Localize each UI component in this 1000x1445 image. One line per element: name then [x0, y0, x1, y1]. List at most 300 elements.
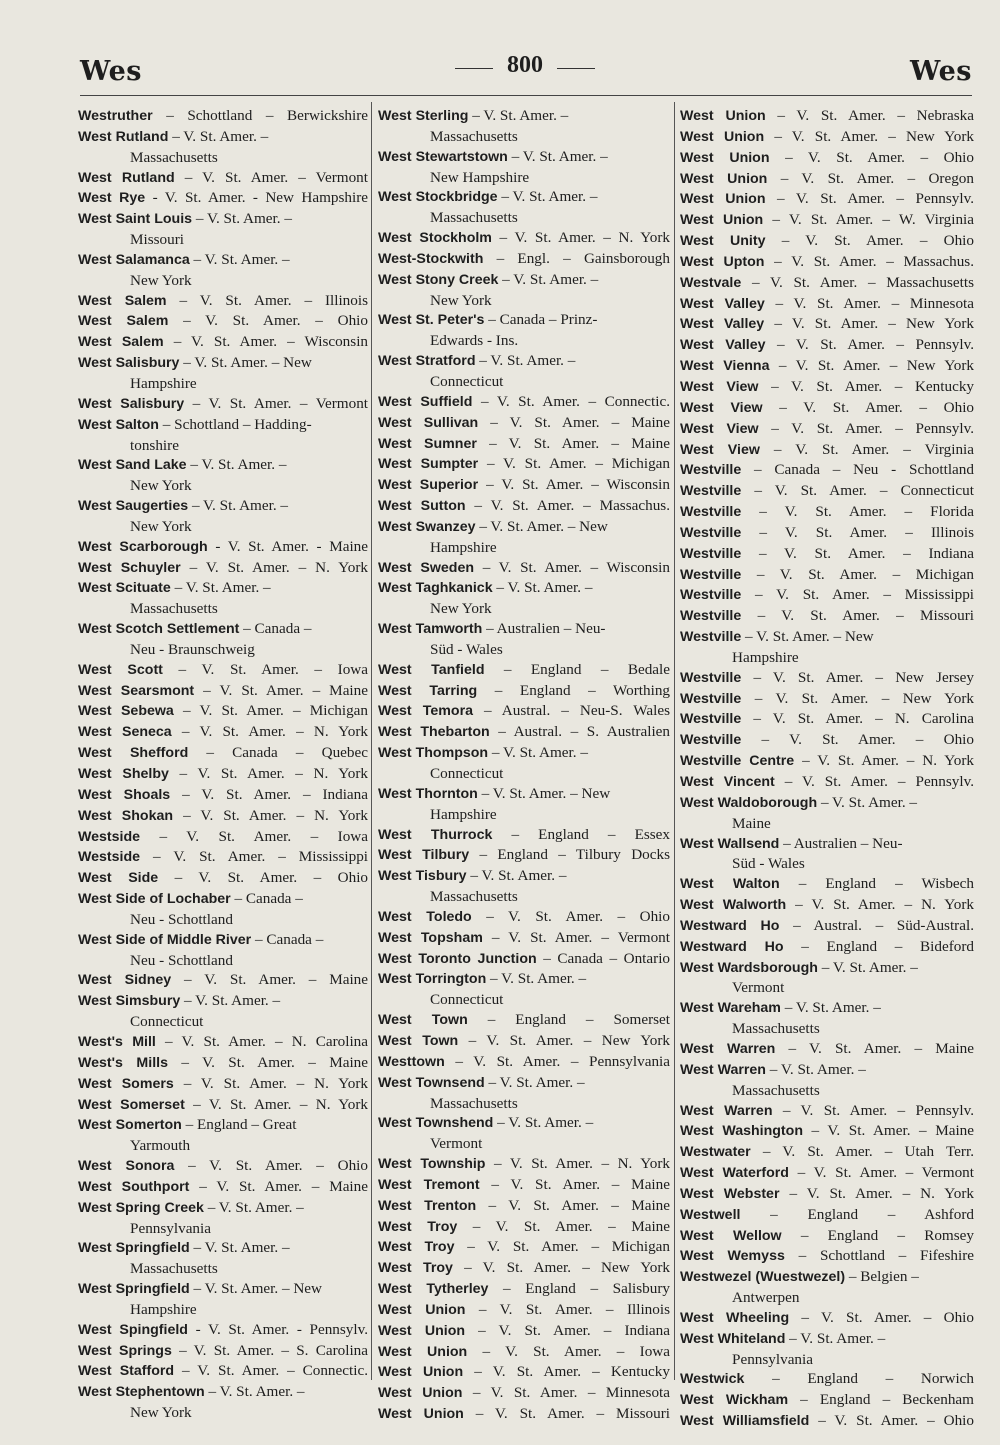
entry-line	[378, 1175, 670, 1196]
place-description: – England – Worthing	[494, 681, 671, 699]
entry-line	[78, 619, 368, 640]
place-name: West Saugerties	[78, 498, 189, 515]
entry-line	[680, 106, 974, 127]
gazetteer-entry	[680, 356, 974, 377]
place-name: West Sterling	[378, 108, 469, 124]
gazetteer-entry	[378, 578, 670, 619]
place-description-continued: New Hampshire	[430, 168, 530, 186]
gazetteer-entry	[78, 106, 368, 127]
gazetteer-entry	[78, 1361, 368, 1382]
place-name: West Sutton	[378, 498, 466, 515]
place-name: West Wheeling	[680, 1309, 790, 1326]
place-description: - V. St. Amer. - Pennsylv.	[195, 1320, 369, 1338]
place-name: Westville	[680, 629, 742, 646]
gazetteer-entry	[78, 188, 368, 209]
entry-line	[378, 1321, 670, 1342]
place-description: – V. St. Amer. –	[479, 352, 576, 370]
place-name: Westville	[680, 462, 742, 479]
gazetteer-entry	[378, 825, 670, 846]
place-name: West Warren	[680, 1061, 766, 1078]
gazetteer-entry	[78, 127, 368, 168]
entry-line	[78, 1382, 368, 1403]
place-description: – V. St. Amer. –	[488, 1073, 585, 1091]
gazetteer-entry	[78, 250, 368, 291]
place-name: West Springs	[78, 1342, 172, 1359]
place-description-continued: Hampshire	[430, 805, 497, 823]
entry-line	[78, 127, 368, 148]
place-name: Westwell	[680, 1206, 741, 1223]
header-dash-left	[455, 68, 493, 69]
place-description: – V. St. Amer. – Massachusetts	[751, 273, 974, 291]
place-name: West Salem	[78, 313, 169, 330]
entry-line	[378, 1237, 670, 1258]
gazetteer-entry	[680, 502, 974, 523]
place-name: West Wallsend	[680, 835, 780, 852]
entry-line	[78, 970, 368, 991]
entry-line	[378, 558, 670, 579]
entry-line	[378, 969, 670, 990]
entry-line	[680, 937, 974, 958]
gazetteer-entry	[378, 413, 670, 434]
place-name: West Salisbury	[78, 355, 180, 372]
place-description: – V. St. Amer. – Wisconsin	[486, 476, 670, 494]
place-description: – V. St. Amer. – New York	[468, 1031, 671, 1049]
gazetteer-entry	[378, 1073, 670, 1114]
entry-line	[378, 1113, 670, 1134]
place-description: – V. St. Amer. – Iowa	[482, 1342, 671, 1360]
place-description: – Canada –	[234, 890, 303, 908]
place-description: – Canada –	[254, 930, 324, 948]
column-divider	[371, 102, 372, 1380]
place-name: West Salem	[78, 292, 167, 309]
gazetteer-entry	[680, 772, 974, 793]
place-name: West Union	[378, 1322, 466, 1339]
place-description: – V. St. Amer. – Iowa	[178, 660, 368, 678]
gazetteer-entry	[680, 440, 974, 461]
gazetteer-entry	[78, 970, 368, 991]
place-name: West Wellow	[680, 1227, 782, 1244]
place-name: West Shokan	[78, 807, 174, 824]
place-description: – V. St. Amer. – Indiana	[478, 1321, 671, 1339]
place-description: – V. St. Amer. – New York	[774, 127, 974, 145]
place-name: West-Stockwith	[378, 250, 484, 267]
entry-line	[680, 895, 974, 916]
entry-line	[680, 751, 974, 772]
gazetteer-entry	[378, 1010, 670, 1031]
place-name: West Springfield	[78, 1240, 190, 1257]
place-name: West Stewartstown	[378, 148, 508, 165]
gazetteer-column-3	[680, 106, 974, 1432]
entry-line	[680, 502, 974, 523]
place-description: – V. St. Amer. – N. Carolina	[165, 1032, 368, 1050]
place-description: – V. St. Amer. – S. Carolina	[179, 1341, 369, 1359]
place-description: – V. St. Amer. –	[174, 579, 271, 597]
place-description: – V. St. Amer. – New	[193, 1280, 323, 1298]
gazetteer-entry	[78, 722, 368, 743]
entry-line	[680, 398, 974, 419]
entry-line	[78, 1074, 368, 1095]
gazetteer-entry	[378, 1300, 670, 1321]
gazetteer-entry	[378, 1383, 670, 1404]
entry-line	[680, 1184, 974, 1205]
column-divider	[674, 102, 675, 1380]
entry-line	[680, 252, 974, 273]
place-description-continued: Maine	[732, 814, 771, 832]
gazetteer-entry	[680, 1308, 974, 1329]
gazetteer-entry	[680, 335, 974, 356]
entry-line	[378, 619, 670, 640]
place-description: – V. St. Amer. – Ohio	[183, 312, 368, 330]
entry-line	[378, 454, 670, 475]
place-name: West Tytherley	[378, 1281, 489, 1298]
place-description: – V. St. Amer. – Vermont	[184, 168, 368, 186]
place-name: West's Mills	[78, 1054, 168, 1071]
entry-line	[378, 1258, 670, 1279]
header-rule	[80, 95, 972, 96]
entry-line	[378, 1031, 670, 1052]
place-description-continued: Antwerpen	[732, 1289, 800, 1307]
entry-line	[378, 722, 670, 743]
place-description-continued: Süd - Wales	[430, 640, 503, 658]
place-description: – V. St. Amer. –	[511, 147, 608, 165]
gazetteer-entry	[680, 751, 974, 772]
place-name: Westwater	[680, 1144, 751, 1161]
entry-line	[78, 496, 368, 517]
place-name: West Whiteland	[680, 1330, 786, 1347]
header-dash-right	[557, 68, 595, 69]
entry-line	[378, 187, 670, 208]
place-description-continued: New York	[130, 517, 192, 535]
place-description: – V. St. Amer. – Vermont	[192, 394, 369, 412]
place-name: West Spingfield	[78, 1321, 188, 1338]
place-description: – V. St. Amer. – Maine	[489, 434, 671, 452]
gazetteer-entry	[680, 1226, 974, 1247]
place-name: Westville	[680, 711, 742, 728]
entry-line	[680, 1411, 974, 1432]
place-name: West Salem	[78, 334, 164, 351]
gazetteer-entry	[680, 565, 974, 586]
place-description: – V. St. Amer. – Michigan	[467, 1238, 671, 1256]
place-description: – England – Romsey	[800, 1226, 974, 1244]
place-name: West Toronto Junction	[378, 950, 537, 967]
gazetteer-column-2	[378, 106, 670, 1425]
gazetteer-entry	[378, 660, 670, 681]
gazetteer-entry	[680, 916, 974, 937]
place-name: West Union	[378, 1301, 466, 1318]
place-description: – V. St. Amer. – Maine	[199, 1177, 368, 1195]
place-name: West Schuyler	[78, 559, 181, 576]
gazetteer-entry	[78, 168, 368, 189]
place-name: West Rye	[78, 190, 146, 207]
place-name: West Tamworth	[378, 621, 483, 638]
entry-line	[680, 606, 974, 627]
place-name: West Salamanca	[78, 251, 190, 268]
entry-line	[78, 889, 368, 910]
place-description: – V. St. Amer. –	[820, 793, 918, 811]
place-name: West Thurrock	[378, 826, 493, 843]
gazetteer-entry	[680, 189, 974, 210]
place-name: West Union	[378, 1364, 464, 1381]
place-name: West Springfield	[78, 1281, 190, 1298]
place-name: West Rutland	[78, 169, 175, 186]
place-description-continued: New York	[430, 600, 492, 618]
place-description: – V. St. Amer. – Wisconsin	[173, 333, 369, 351]
place-description: – V. St. Amer. – Ohio	[818, 1412, 974, 1430]
place-description: – V. St. Amer. – Kentucky	[474, 1363, 670, 1381]
place-description: – V. St. Amer. –	[208, 1383, 305, 1401]
gazetteer-entry	[378, 1052, 670, 1073]
entry-line	[680, 689, 974, 710]
place-description: – V. St. Amer. – Illinois	[478, 1300, 670, 1318]
entry-line	[378, 578, 670, 599]
place-description: – V. St. Amer. – Ohio	[779, 398, 975, 416]
place-name: Westville	[680, 545, 742, 562]
entry-line	[680, 709, 974, 730]
place-description: – V. St. Amer. – New York	[754, 689, 974, 707]
place-description: – V. St. Amer. – Indiana	[758, 544, 975, 562]
place-description: – V. St. Amer. – N. York	[789, 1184, 974, 1202]
place-name: West Salton	[78, 416, 159, 433]
gazetteer-entry	[378, 270, 670, 311]
place-description: – Canada – Ontario	[543, 949, 671, 967]
entry-line	[680, 169, 974, 190]
place-name: West Stephentown	[78, 1384, 205, 1401]
gazetteer-column-1	[78, 106, 368, 1423]
gazetteer-entry	[680, 958, 974, 999]
place-description: – V. St. Amer. – Illinois	[759, 523, 974, 541]
place-name: Westville	[680, 566, 742, 583]
place-name: West Warren	[680, 1040, 776, 1057]
gazetteer-entry	[78, 847, 368, 868]
place-name: West Sonora	[78, 1158, 175, 1175]
place-description: – Austral. – Neu-S. Wales	[484, 702, 670, 720]
entry-line	[680, 1390, 974, 1411]
entry-line	[680, 377, 974, 398]
place-description: – V. St. Amer. – Mississippi	[755, 586, 975, 604]
gazetteer-entry	[78, 889, 368, 930]
place-name: West Somerton	[78, 1117, 182, 1134]
gazetteer-entry	[680, 1163, 974, 1184]
place-name: West Thebarton	[378, 724, 490, 741]
entry-line	[78, 578, 368, 599]
gazetteer-entry	[680, 730, 974, 751]
gazetteer-entry	[680, 544, 974, 565]
place-description: – V. St. Amer. –	[470, 867, 567, 885]
gazetteer-entry	[378, 1113, 670, 1154]
place-name: West St. Peter's	[378, 312, 485, 329]
gazetteer-entry	[680, 252, 974, 273]
gazetteer-entry	[378, 1279, 670, 1300]
place-name: West Tarring	[378, 682, 478, 699]
gazetteer-entry	[78, 332, 368, 353]
place-description-continued: Massachusetts	[130, 1260, 218, 1278]
gazetteer-entry	[78, 558, 368, 579]
header-right-catchword: Wes	[910, 56, 972, 87]
entry-line	[378, 475, 670, 496]
gazetteer-entry	[680, 1142, 974, 1163]
gazetteer-entry	[78, 209, 368, 250]
gazetteer-entry	[378, 1196, 670, 1217]
place-name: West Waterford	[680, 1165, 789, 1182]
place-description: – V. St. Amer. –	[193, 1239, 290, 1257]
place-description-continued: Vermont	[732, 979, 785, 997]
gazetteer-entry	[78, 1053, 368, 1074]
place-name: West Scarborough	[78, 538, 208, 555]
place-description-continued: Connecticut	[430, 765, 504, 782]
gazetteer-entry	[378, 475, 670, 496]
place-name: West Thornton	[378, 785, 478, 802]
place-name: West Vincent	[680, 774, 775, 790]
place-name: West Scotch Settlement	[78, 621, 240, 638]
entry-line	[78, 1095, 368, 1116]
gazetteer-entry	[78, 827, 368, 848]
gazetteer-entry	[680, 148, 974, 169]
place-name: West Taghkanick	[378, 580, 493, 597]
place-name: West Town	[378, 1032, 459, 1049]
place-description: – V. St. Amer. – Pennsylv.	[771, 419, 975, 437]
entry-line	[680, 916, 974, 937]
place-name: West Superior	[378, 477, 479, 494]
entry-line	[78, 827, 368, 848]
gazetteer-entry	[378, 1217, 670, 1238]
entry-line	[378, 1404, 670, 1425]
place-description: – V. St. Amer. – New York	[774, 315, 975, 333]
entry-line	[78, 1156, 368, 1177]
place-description: – V. St. Amer. – Missouri	[475, 1405, 670, 1423]
place-name: West Rutland	[78, 128, 169, 145]
gazetteer-entry	[680, 1329, 974, 1370]
place-name: West Town	[378, 1012, 468, 1029]
gazetteer-entry	[680, 874, 974, 895]
place-description-continued: Neu - Braunschweig	[130, 640, 255, 658]
place-description: – V. St. Amer. – N. York	[183, 1074, 368, 1092]
entry-line	[378, 825, 670, 846]
place-name: Westtown	[378, 1053, 445, 1070]
place-description: – V. St. Amer. – Vermont	[491, 928, 670, 946]
gazetteer-entry	[378, 619, 670, 660]
entry-line	[378, 1279, 670, 1300]
gazetteer-entry	[680, 793, 974, 834]
entry-line	[680, 440, 974, 461]
gazetteer-entry	[680, 106, 974, 127]
place-name: West Tilbury	[378, 847, 470, 864]
gazetteer-entry	[78, 578, 368, 619]
place-description: – V. St. Amer. – Mississippi	[153, 848, 369, 866]
entry-line	[680, 523, 974, 544]
place-description: – England – Beckenham	[800, 1391, 974, 1409]
gazetteer-entry	[78, 1095, 368, 1116]
place-name: Westville	[680, 504, 742, 521]
place-description: – V. St. Amer. – Kentucky	[771, 377, 975, 395]
place-name: West Warren	[680, 1102, 773, 1119]
place-description-continued: Pennsylvania	[130, 1219, 211, 1237]
place-name: Westward Ho	[680, 917, 780, 934]
gazetteer-entry	[378, 454, 670, 475]
gazetteer-entry	[680, 585, 974, 606]
place-description: – England – Bedale	[503, 660, 671, 678]
place-name: Westville	[680, 669, 742, 686]
entry-line	[78, 415, 368, 436]
entry-line	[78, 681, 368, 702]
place-name: West Shelby	[78, 766, 169, 782]
place-name: West Side of Middle River	[78, 931, 252, 948]
place-description: – V. St. Amer. – Maine	[490, 413, 671, 431]
entry-line	[78, 1053, 368, 1074]
gazetteer-entry	[378, 1237, 670, 1258]
place-name: West Suffield	[378, 393, 473, 410]
gazetteer-entry	[378, 187, 670, 228]
place-name: West Thompson	[378, 745, 489, 762]
entry-line	[680, 834, 974, 855]
gazetteer-entry	[78, 1279, 368, 1320]
gazetteer-entry	[680, 314, 974, 335]
entry-line	[680, 585, 974, 606]
place-name: West Upton	[680, 253, 765, 270]
entry-line	[378, 1154, 670, 1175]
place-description: – Australien – Neu-	[783, 834, 903, 852]
place-description: – Austral. – S. Australien	[498, 723, 670, 741]
gazetteer-entry	[680, 689, 974, 710]
gazetteer-entry	[78, 1115, 368, 1156]
gazetteer-entry	[680, 895, 974, 916]
place-description: – England – Ashford	[770, 1205, 974, 1223]
place-description: – V. St. Amer. –	[789, 1329, 886, 1347]
place-name: West Shoals	[78, 786, 171, 803]
place-description-continued: Neu - Schottland	[130, 910, 233, 928]
place-description: – England – Bideford	[801, 937, 975, 955]
place-description-continued: New York	[130, 271, 192, 289]
place-name: West Sidney	[78, 972, 172, 989]
place-description-continued: Hampshire	[732, 648, 799, 666]
place-description: – V. St. Amer. – Connectic.	[480, 392, 670, 410]
entry-line	[378, 392, 670, 413]
gazetteer-entry	[680, 834, 974, 875]
place-description: – V. St. Amer. – New York	[778, 357, 975, 375]
place-name: Westville	[680, 690, 742, 707]
place-name: West Torrington	[378, 971, 487, 988]
entry-line	[378, 845, 670, 866]
place-name: West Sumpter	[378, 456, 479, 473]
place-description: – England – Salisbury	[503, 1280, 671, 1298]
place-name: West Tremont	[378, 1176, 480, 1193]
place-description: – V. St. Amer. – Connecticut	[754, 482, 974, 500]
place-name: West Union	[680, 128, 765, 145]
gazetteer-entry	[680, 398, 974, 419]
place-description: – V. St. Amer. –	[491, 744, 588, 762]
gazetteer-entry	[378, 1342, 670, 1363]
place-name: West Saint Louis	[78, 211, 193, 228]
gazetteer-entry	[78, 1341, 368, 1362]
place-description: – V. St. Amer. – N. York	[183, 806, 369, 824]
gazetteer-entry	[78, 1177, 368, 1198]
place-name: West Seneca	[78, 724, 172, 741]
place-name: West Vienna	[680, 358, 770, 375]
place-description: – V. St. Amer. – Pennsylvania	[455, 1052, 671, 1070]
entry-line	[78, 701, 368, 722]
place-description: – V. St. Amer. – Iowa	[159, 827, 368, 845]
place-name: West Valley	[680, 337, 766, 354]
entry-line	[680, 1205, 974, 1226]
entry-line	[680, 356, 974, 377]
place-description: – Schottland – Hadding-	[162, 415, 312, 433]
entry-line	[378, 1300, 670, 1321]
gazetteer-entry	[680, 1369, 974, 1390]
entry-line	[680, 294, 974, 315]
place-name: West's Mill	[78, 1033, 156, 1050]
place-description: – V. St. Amer. –	[190, 456, 287, 474]
place-description: – V. St. Amer. – Connectic.	[182, 1362, 368, 1380]
place-description: – England – Tilbury Docks	[479, 846, 670, 864]
